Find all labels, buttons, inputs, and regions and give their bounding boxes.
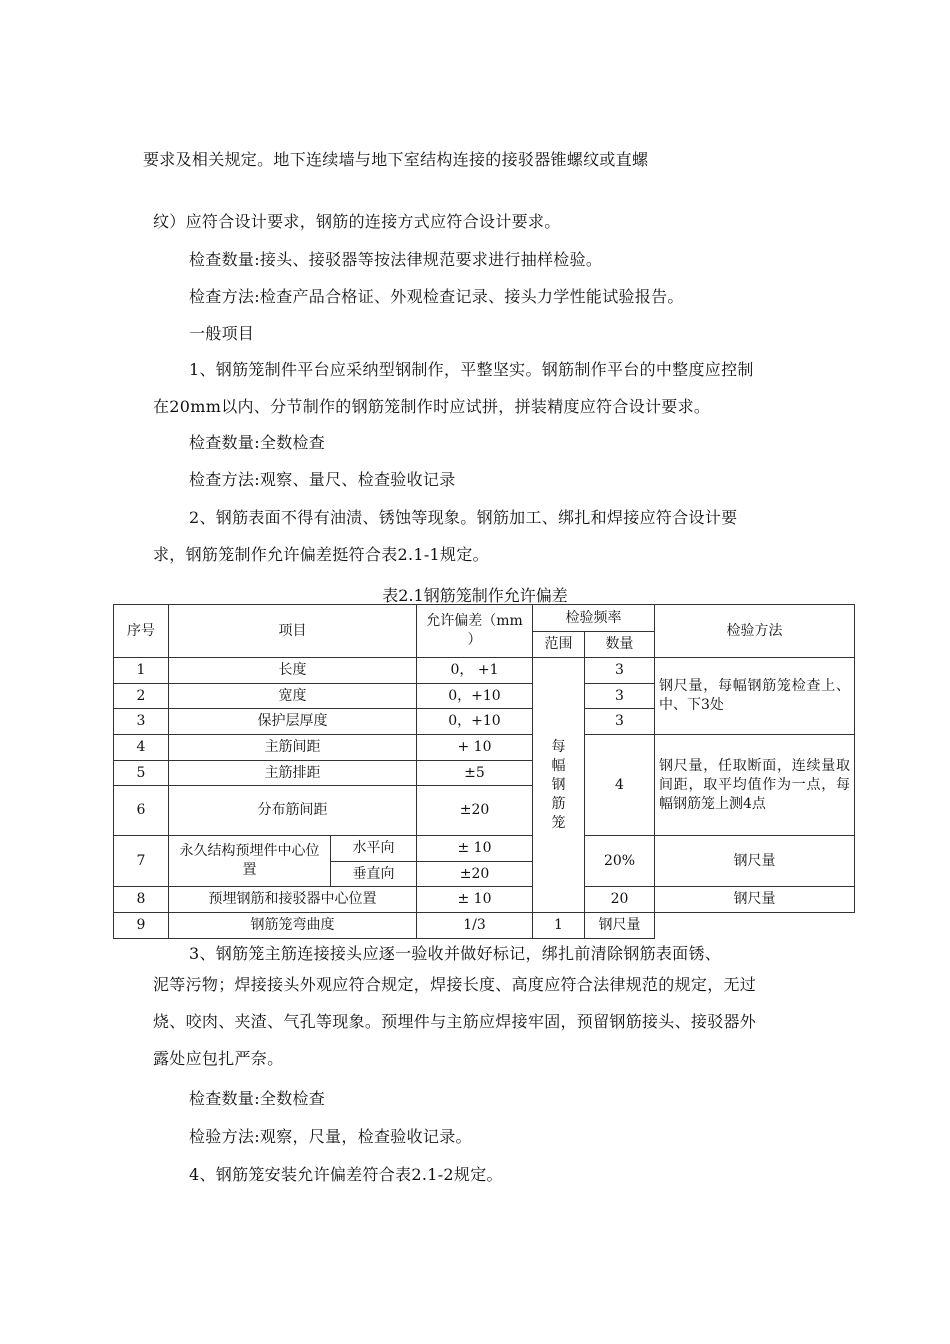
table-row (114, 913, 855, 939)
cell-tolerance: 0，+10 (417, 709, 533, 735)
cell-count: 3 (585, 684, 655, 709)
cell-item: 主筋排距 (169, 761, 417, 786)
cell-tolerance: ± 10 (417, 887, 533, 913)
cell-no: 4 (114, 735, 169, 761)
paragraph-line: 检查方法:观察、量尺、检查验收记录 (189, 470, 456, 489)
header-range: 范围 (533, 632, 585, 658)
section-heading: 一般项目 (189, 324, 255, 343)
paragraph-line: 要求及相关规定。地下连续墙与地下室结构连接的接驳器锥螺纹或直螺 (143, 150, 649, 169)
paragraph-line: 检查数量:全数检查 (189, 433, 326, 452)
header-count: 数量 (585, 632, 655, 658)
cell-method: 钢尺量 (585, 913, 655, 939)
cell-method: 钢尺量，每幅钢筋笼检查上、中、下3处 (655, 658, 855, 735)
cell-method: 钢尺量 (655, 836, 855, 887)
paragraph-line: 4、钢筋笼安装允许偏差符合表2.1-2规定。 (189, 1165, 503, 1184)
table-row (114, 735, 855, 761)
cell-no: 6 (114, 786, 169, 836)
cell-count: 3 (585, 709, 655, 735)
cell-no: 7 (114, 836, 169, 887)
cell-item: 钢筋笼弯曲度 (169, 913, 417, 939)
paragraph-line: 检查方法:检查产品合格证、外观检查记录、接头力学性能试验报告。 (189, 287, 684, 306)
cell-tolerance: 0， +1 (417, 658, 533, 684)
cell-method: 钢尺量，任取断面，连续量取间距，取平均值作为一点，每幅钢筋笼上测4点 (655, 735, 855, 836)
cell-count: 3 (585, 658, 655, 684)
cell-tolerance: ±20 (417, 862, 533, 887)
cell-subitem: 垂直向 (331, 862, 417, 887)
cell-item: 长度 (169, 658, 417, 684)
cell-no: 9 (114, 913, 169, 939)
cell-tolerance: ±5 (417, 761, 533, 786)
paragraph-line: 求，钢筋笼制作允许偏差挺符合表2.1-1规定。 (153, 545, 489, 564)
cell-no: 5 (114, 761, 169, 786)
cell-tolerance: ±20 (417, 786, 533, 836)
paragraph-line: 烧、咬肉、夹渣、气孔等现象。预埋件与主筋应焊接牢固，预留钢筋接头、接驳器外 (153, 1012, 757, 1031)
cell-no: 1 (114, 658, 169, 684)
cell-item: 主筋间距 (169, 735, 417, 761)
paragraph-line: 检查数量:接头、接驳器等按法律规范要求进行抽样检验。 (189, 250, 603, 269)
paragraph-line: 检查数量:全数检查 (189, 1089, 326, 1108)
tolerance-table (113, 604, 855, 939)
table-caption: 表2.1钢筋笼制作允许偏差 (382, 586, 568, 605)
paragraph-line: 检验方法:观察，尺量，检查验收记录。 (189, 1127, 472, 1146)
cell-no: 3 (114, 709, 169, 735)
cell-tolerance: ± 10 (417, 836, 533, 862)
cell-count: 20% (585, 836, 655, 887)
cell-method: 钢尺量 (655, 887, 855, 913)
cell-count: 20 (585, 887, 655, 913)
cell-item: 保护层厚度 (169, 709, 417, 735)
table-row (114, 836, 855, 862)
paragraph-line: 纹）应符合设计要求，钢筋的连接方式应符合设计要求。 (153, 212, 561, 231)
header-no: 序号 (114, 605, 169, 658)
paragraph-line: 露处应包扎严奈。 (153, 1049, 284, 1068)
cell-count: 1 (533, 913, 585, 939)
cell-tolerance: + 10 (417, 735, 533, 761)
table-header-row (114, 605, 855, 632)
header-frequency: 检验频率 (533, 605, 655, 632)
paragraph-line: 3、钢筋笼主筋连接接头应逐一验收并做好标记，绑扎前清除钢筋表面锈、 (189, 944, 722, 963)
header-item: 项目 (169, 605, 417, 658)
cell-no: 8 (114, 887, 169, 913)
paragraph-line: 泥等污物；焊接接头外观应符合规定，焊接长度、高度应符合法律规范的规定，无过 (153, 975, 757, 994)
cell-tolerance: 1/3 (417, 913, 533, 939)
table-row (114, 658, 855, 684)
table-row (114, 887, 855, 913)
paragraph-line: 在20mm以内、分节制作的钢筋笼制作时应试拼，拼装精度应符合设计要求。 (153, 397, 711, 416)
paragraph-line: 2、钢筋表面不得有油渍、锈蚀等现象。钢筋加工、绑扎和焊接应符合设计要 (189, 508, 738, 527)
cell-range-merged (533, 658, 585, 913)
range-text: 每幅钢筋笼 (551, 738, 566, 831)
header-method: 检验方法 (655, 605, 855, 658)
cell-no: 2 (114, 684, 169, 709)
cell-subitem: 水平向 (331, 836, 417, 862)
cell-item: 预埋钢筋和接驳器中心位置 (169, 887, 417, 913)
cell-count: 4 (585, 735, 655, 836)
cell-item: 分布筋间距 (169, 786, 417, 836)
cell-tolerance: 0，+10 (417, 684, 533, 709)
cell-item: 宽度 (169, 684, 417, 709)
cell-item: 永久结构预埋件中心位置 (169, 836, 331, 887)
paragraph-line: 1、钢筋笼制件平台应采纳型钢制作，平整坚实。钢筋制作平台的中整度应控制 (189, 360, 754, 379)
header-tolerance: 允许偏差（mm ） (417, 605, 533, 658)
